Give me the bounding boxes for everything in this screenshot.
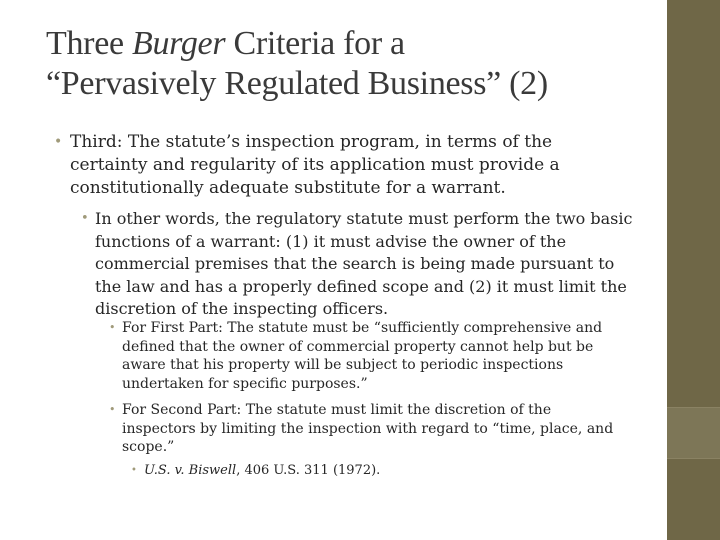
bullet-marker: • bbox=[81, 211, 89, 226]
bullet-third-criterion: Third: The statute’s inspection program, in terms of the certainty and regularity of its application must provide a constitutionally adequate substitute for a warrant. bbox=[70, 132, 560, 198]
bullet-marker: • bbox=[131, 465, 137, 476]
bullet-second-part: For Second Part: The statute must limit the discretion of the inspectors by limiting the inspection with regard to “time, place, and scope.” bbox=[122, 402, 614, 455]
title-line-2: “Pervasively Regulated Business” (2) bbox=[46, 65, 548, 102]
bullet-citation bbox=[144, 462, 544, 480]
citation-case-name: U.S. v. Biswell bbox=[144, 463, 237, 478]
bullet-other-words: In other words, the regulatory statute must perform the two basic functions of a warrant: (1) it must advise the owner of the commercial premises that the search is being made pursuant to the law and has a properly defined scope and (2) it must limit the discretion of the inspecting officers. bbox=[95, 209, 633, 318]
title-line-1: Three Burger Criteria for a bbox=[46, 25, 405, 62]
bullet-first-part: For First Part: The statute must be “sufficiently comprehensive and defined that the owner of commercial property cannot help but be aware that his property will be subject to periodic inspections undertaken for specific purposes.” bbox=[122, 320, 603, 392]
title-italic-case-name: Burger bbox=[131, 25, 226, 62]
side-accent-bar bbox=[667, 0, 720, 540]
bullet-marker: • bbox=[54, 134, 63, 150]
citation-reporter: , 406 U.S. 311 (1972). bbox=[236, 463, 381, 478]
side-accent-block bbox=[667, 407, 720, 459]
bullet-marker: • bbox=[109, 321, 116, 334]
bullet-marker: • bbox=[109, 403, 116, 416]
